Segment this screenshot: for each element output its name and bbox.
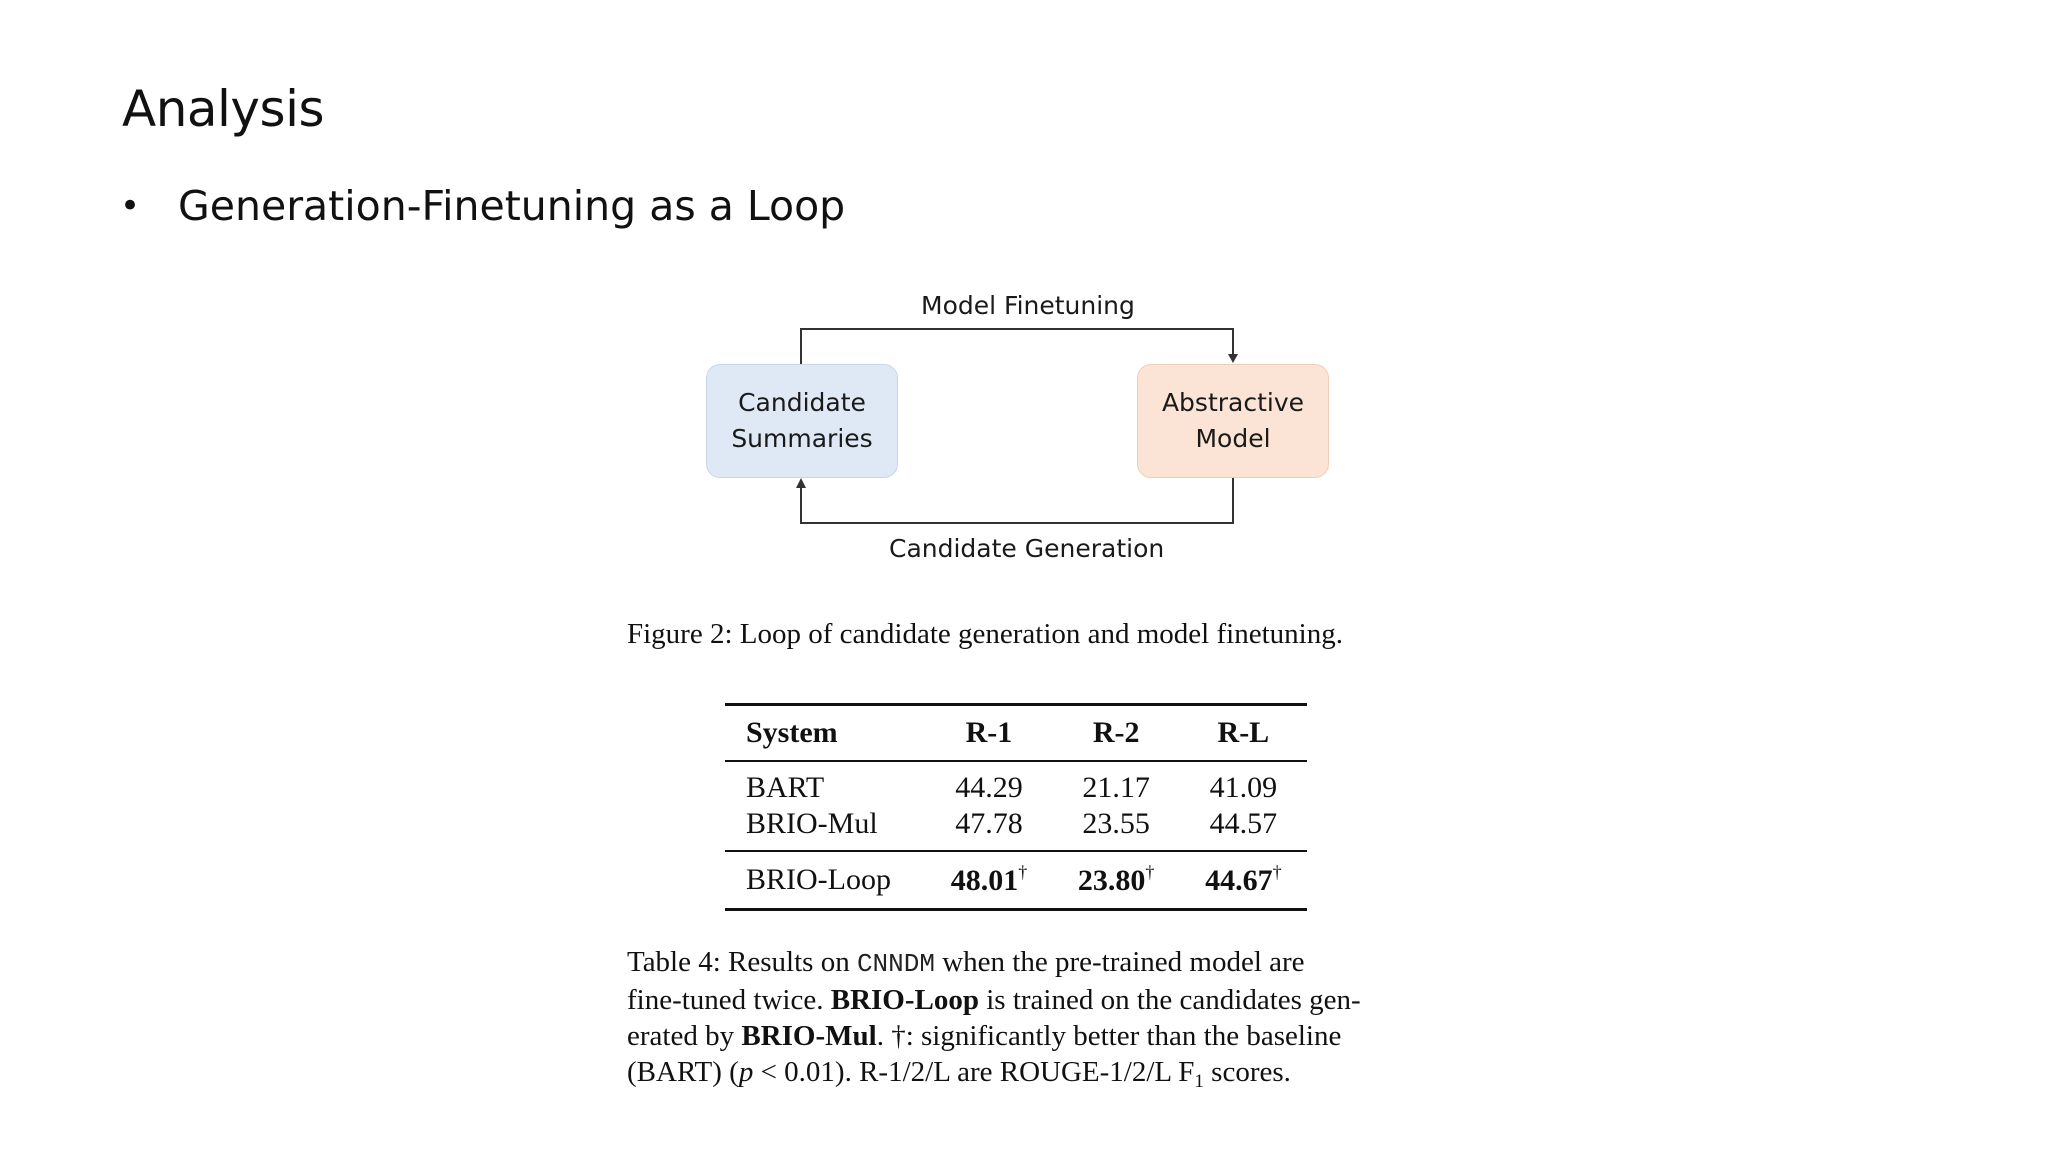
caption-line [627,1054,1417,1100]
cell-r2: 23.55 [1082,807,1150,840]
finetune-arrowhead [1228,354,1238,363]
candidate-generation-label: Candidate Generation [889,534,1165,563]
caption-text: . †: significantly better than the baseline [876,1020,1342,1052]
results-table [725,703,1307,911]
candidate-label-line2: Summaries [731,424,873,453]
dagger-mark: † [1145,862,1155,882]
bullet-text: Generation-Finetuning as a Loop [178,182,846,230]
header-system: System [746,716,838,749]
caption-line [627,944,1417,982]
cell-system: BART [746,771,825,804]
table-row-final [725,851,1307,910]
table-row [725,806,1307,851]
cell-rl [1180,851,1307,910]
caption-text: fine-tuned twice. [627,984,831,1016]
caption-text: erated by [627,1020,742,1052]
cell-r1: 47.78 [955,807,1023,840]
caption-text: is trained on the candidates gen- [979,984,1361,1016]
generation-arrowhead [796,478,806,488]
cell-rl: 41.09 [1209,771,1278,804]
model-finetuning-label: Model Finetuning [921,291,1135,320]
caption-code: CNNDM [856,949,935,979]
caption-text: when the pre-trained model are [934,946,1305,978]
slide-title: Analysis [122,80,325,138]
abstractive-label-line1: Abstractive [1161,388,1305,417]
abstractive-label-line2: Model [1195,424,1271,453]
dagger-mark: † [1272,862,1282,882]
candidate-summaries-node [706,364,898,478]
abstractive-model-node [1137,364,1329,478]
dagger-mark: † [1018,862,1028,882]
table-caption [627,944,1417,1100]
value-bold: 44.67 [1205,864,1273,897]
caption-italic: p [738,1056,754,1088]
generation-connector [801,476,1233,523]
table-row [725,761,1307,806]
caption-bold: BRIO-Mul [741,1020,877,1052]
caption-subscript: 1 [1194,1071,1204,1092]
cell-system: BRIO-Mul [746,807,878,840]
cell-r1 [925,851,1052,910]
caption-bold: BRIO-Loop [830,984,979,1016]
header-r1: R-1 [965,716,1013,749]
table-header-row [725,705,1307,762]
value-bold: 23.80 [1077,864,1146,897]
cell-r2 [1053,851,1180,910]
caption-text: Table 4: Results on [627,946,857,978]
caption-line [627,982,1417,1018]
caption-text: < 0.01). R-1/2/L are ROUGE-1/2/L F [753,1056,1195,1088]
caption-line [627,1018,1417,1054]
header-r2: R-2 [1092,716,1140,749]
value-bold: 48.01 [950,864,1019,897]
finetune-connector [801,329,1233,364]
candidate-label-line1: Candidate [738,388,866,417]
cell-rl: 44.57 [1209,807,1278,840]
bullet-dot-icon: • [120,186,141,226]
caption-text: (BART) ( [627,1056,739,1088]
caption-text: scores. [1203,1056,1291,1088]
figure-caption: Figure 2: Loop of candidate generation and model finetuning. [627,618,1343,650]
cell-system: BRIO-Loop [746,863,891,896]
bullet-item [120,182,845,230]
header-rl: R-L [1217,716,1270,749]
cell-r2: 21.17 [1082,771,1150,804]
cell-r1: 44.29 [955,771,1023,804]
